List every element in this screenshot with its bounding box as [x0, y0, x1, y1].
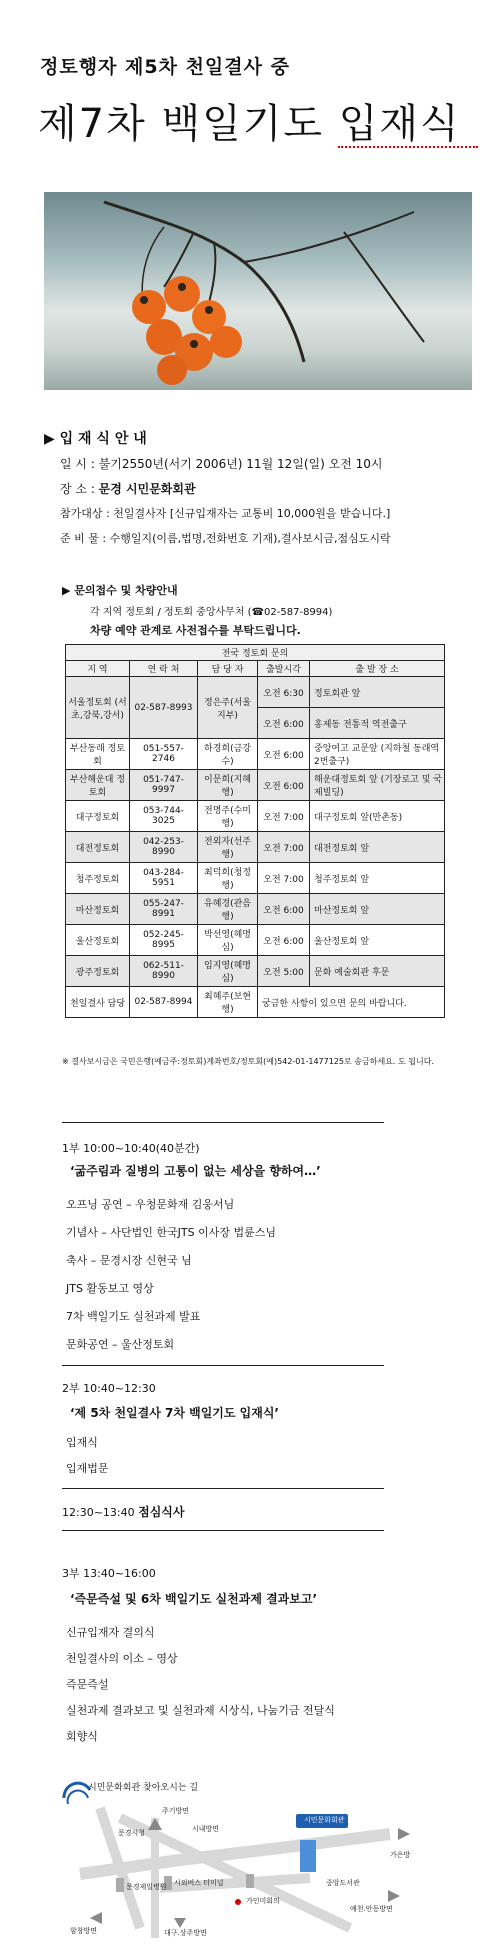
map-label-terminal: 시외버스 터미널 [174, 1879, 224, 1887]
table-cell-phone: 042-253-8990 [130, 832, 198, 863]
table-cell-region: 부산해운대 정토회 [66, 770, 130, 801]
persimmon-illustration [44, 192, 472, 390]
table-cell-time: 오전 6:00 [258, 739, 310, 770]
table-cell-place: 문화 예술회관 후문 [310, 956, 445, 987]
info-date: 일 시 : 불기2550년(서기 2006년) 11월 12일(일) 오전 10시 [60, 457, 383, 471]
table-cell-phone: 051-557-2746 [130, 739, 198, 770]
table-cell-place: 정토회관 앞 [310, 677, 445, 708]
map-label-hospital: 문경제일병원 [126, 1883, 167, 1891]
map-label-market: 시내방면 [192, 1825, 220, 1833]
program-part3-title: ‘즉문즉설 및 6차 백일기도 실천과제 결과보고’ [70, 1592, 318, 1606]
table-cell-region: 서울정토회 (서초,강북,강서) [66, 677, 130, 739]
program-item: 문화공연 – 울산정토회 [66, 1338, 175, 1351]
info-place [60, 480, 196, 497]
map-label-culture: 가인미회의 [246, 1897, 280, 1905]
table-cell-person: 최덕희(청정행) [198, 863, 258, 894]
program-item: 신규입재자 결의식 [66, 1626, 155, 1639]
lunch-time: 12:30~13:40 [62, 1506, 135, 1519]
table-cell-person: 이문희(지혜행) [198, 770, 258, 801]
map-label-library: 중앙도서관 [326, 1879, 360, 1887]
table-cell-time: 오전 6:00 [258, 894, 310, 925]
page-title-text: 제7차 백일기도 입재식 [38, 101, 461, 147]
table-cell-time: 오전 7:00 [258, 801, 310, 832]
info-place-label: 장 소 : [60, 482, 99, 496]
table-cell-time: 오전 6:00 [258, 708, 310, 739]
table-cell-person: 임지영(혜명심) [198, 956, 258, 987]
divider [62, 1365, 384, 1366]
table-cell-place: 홍제동 전통적 역전출구 [310, 708, 445, 739]
program-item: 입재식 [66, 1436, 98, 1449]
info-participants: 참가대상 : 천일결사자 [신규입재자는 교통비 10,000원을 받습니다.] [60, 507, 391, 520]
table-cell-place: 마산정토회 앞 [310, 894, 445, 925]
persimmon-photo [44, 192, 472, 390]
table-cell-phone: 043-284-5951 [130, 863, 198, 894]
lunch-row [62, 1503, 185, 1520]
page-subtitle: 정토행자 제5차 천일결사 중 [40, 56, 290, 78]
table-cell-region: 울산정토회 [66, 925, 130, 956]
table-cell-phone: 053-744-3025 [130, 801, 198, 832]
table-cell-phone: 052-245-8995 [130, 925, 198, 956]
table-cell-place: 청주정토회 앞 [310, 863, 445, 894]
program-item: 입재법문 [66, 1462, 109, 1475]
divider [62, 1122, 384, 1123]
program-part1-title: ‘굶주림과 질병의 고통이 없는 세상을 향하여…’ [70, 1164, 321, 1178]
table-header: 담 당 자 [198, 661, 258, 677]
map-label-north: 주기방면 [162, 1807, 190, 1815]
table-cell-phone: 062-511-8990 [130, 956, 198, 987]
program-item: 7차 백일기도 실천과제 발표 [66, 1310, 201, 1323]
table-cell-region: 청주정토회 [66, 863, 130, 894]
table-cell-time: 오전 6:00 [258, 925, 310, 956]
map-label-west: 함창방면 [70, 1927, 98, 1935]
program-part2-title: ‘제 5차 천일결사 7차 백일기도 입재식’ [70, 1406, 279, 1420]
table-cell-time: 오전 5:00 [258, 956, 310, 987]
map-illustration [60, 1778, 440, 1938]
map-label-south: 대구.상주방면 [164, 1929, 207, 1937]
program-item: 즉문즉설 [66, 1678, 109, 1691]
table-cell-place: 궁금한 사항이 있으면 문의 바랍니다. [258, 987, 445, 1018]
table-cell-time: 오전 7:00 [258, 832, 310, 863]
map-label-hall: 시민문화회관 [304, 1816, 345, 1824]
contact-note: ※ 결사보시금은 국민은행(예금주:정토회)계좌번호/정토회(예)542-01-1477125로 송금하세요. 도 됩니다. [62, 1057, 434, 1066]
table-cell-time: 오전 7:00 [258, 863, 310, 894]
contact-line2: 차량 예약 관계로 사전접수를 부탁드립니다. [90, 624, 301, 637]
table-cell-region: 천일결사 담당 [66, 987, 130, 1018]
program-part2-time: 2부 10:40~12:30 [62, 1382, 156, 1395]
table-header: 지 역 [66, 661, 130, 677]
table-cell-place: 울산정토회 앞 [310, 925, 445, 956]
directions-map [60, 1778, 440, 1938]
table-cell-person: 유혜경(관음행) [198, 894, 258, 925]
table-cell-place: 중앙여고 교문앞 (지하철 동래역2번출구) [310, 739, 445, 770]
table-cell-person: 박선영(혜명심) [198, 925, 258, 956]
program-item: 오프닝 공연 – 우청문화재 김웅서님 [66, 1198, 235, 1211]
program-part1-time: 1부 10:00~10:40(40분간) [62, 1142, 200, 1155]
contact-line1: 각 지역 정토회 / 정토회 중앙사무처 (☎02-587-8994) [90, 607, 333, 618]
info-place-value: 문경 시민문화회관 [98, 482, 196, 496]
table-cell-phone: 02-587-8994 [130, 987, 198, 1018]
table-cell-phone: 02-587-8993 [130, 677, 198, 739]
spellcheck-underline [338, 142, 478, 148]
map-label-east: 예천.안동방면 [350, 1905, 393, 1913]
program-part3-time: 3부 13:40~16:00 [62, 1567, 156, 1580]
program-item: 천일결사의 이소 – 영상 [66, 1652, 178, 1665]
table-cell-region: 광주정토회 [66, 956, 130, 987]
page-title [38, 92, 461, 149]
map-title: 시민문화회관 찾아오시는 길 [88, 1783, 199, 1793]
map-label-city-hall: 문경시청 [118, 1829, 146, 1837]
divider [62, 1530, 384, 1531]
table-cell-phone: 051-747-9997 [130, 770, 198, 801]
program-item: 축사 – 문경시장 신현국 님 [66, 1254, 192, 1267]
divider [62, 1488, 384, 1489]
table-cell-time: 오전 6:00 [258, 770, 310, 801]
table-cell-person: 전명주(수미행) [198, 801, 258, 832]
table-cell-place: 해운대정토회 앞 (기장로고 및 국제빌딩) [310, 770, 445, 801]
table-header: 출발시각 [258, 661, 310, 677]
table-cell-place: 대전정토회 앞 [310, 832, 445, 863]
program-item: 기념사 – 사단법인 한국JTS 이사장 법륜스님 [66, 1226, 276, 1239]
table-cell-person: 하경희(금강수) [198, 739, 258, 770]
table-header: 출 발 장 소 [310, 661, 445, 677]
table-cell-person: 최혜주(보현행) [198, 987, 258, 1018]
info-heading: ▶ 입 재 식 안 내 [44, 431, 147, 447]
table-cell-region: 대전정토회 [66, 832, 130, 863]
program-item: 실천과제 결과보고 및 실천과제 시상식, 나눔기금 전달식 [66, 1704, 335, 1717]
table-header: 연 락 처 [130, 661, 198, 677]
map-label-east2: 가은방 [390, 1851, 411, 1859]
table-cell-phone: 055-247-8991 [130, 894, 198, 925]
program-item: JTS 활동보고 영상 [66, 1282, 154, 1295]
table-cell-person: 정은주(서울지부) [198, 677, 258, 739]
contact-table [65, 644, 445, 1018]
contact-heading: ▶ 문의접수 및 차량안내 [62, 584, 178, 597]
table-cell-region: 부산동래 정토회 [66, 739, 130, 770]
table-cell-region: 마산정토회 [66, 894, 130, 925]
info-prepare: 준 비 물 : 수행일지(이름,법명,전화번호 기재),결사보시금,점심도시락 [60, 532, 391, 545]
lunch-label: 점심식사 [138, 1505, 185, 1519]
table-title: 전국 정토회 문의 [66, 645, 445, 661]
table-cell-time: 오전 6:30 [258, 677, 310, 708]
table-cell-person: 전외자(선주행) [198, 832, 258, 863]
program-item: 회향식 [66, 1730, 98, 1743]
table-cell-region: 대구정토회 [66, 801, 130, 832]
table-cell-place: 대구정토회 앞(만촌동) [310, 801, 445, 832]
